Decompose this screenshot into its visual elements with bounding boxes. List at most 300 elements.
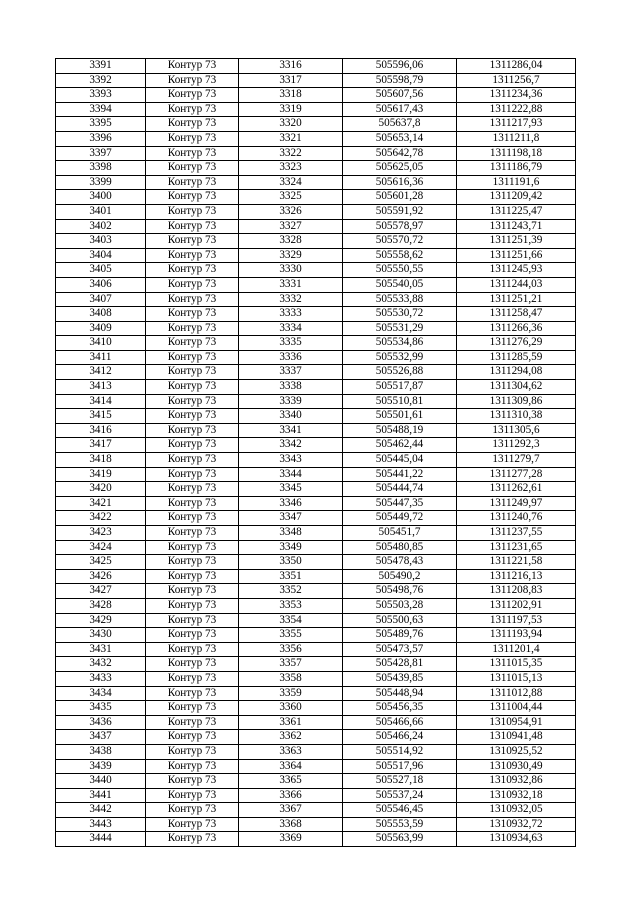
cell-coordinate-x: 505439,85 <box>343 671 457 686</box>
cell-coordinate-y: 1311292,3 <box>457 438 576 453</box>
table-row <box>56 248 576 263</box>
cell-coordinate-x: 505531,29 <box>343 321 457 336</box>
cell-coordinate-y: 1311211,8 <box>457 131 576 146</box>
cell-coordinate-x: 505503,28 <box>343 598 457 613</box>
cell-vertex-number: 3363 <box>239 744 343 759</box>
cell-coordinate-y: 1311209,42 <box>457 190 576 205</box>
cell-coordinate-y: 1310930,49 <box>457 759 576 774</box>
cell-coordinate-y: 1311216,13 <box>457 569 576 584</box>
cell-vertex-number: 3338 <box>239 380 343 395</box>
cell-coordinate-y: 1311309,86 <box>457 394 576 409</box>
cell-point-number: 3406 <box>56 277 146 292</box>
cell-point-number: 3393 <box>56 88 146 103</box>
cell-contour-name: Контур 73 <box>146 569 239 584</box>
cell-point-number: 3405 <box>56 263 146 278</box>
cell-vertex-number: 3316 <box>239 59 343 74</box>
table-row <box>56 365 576 380</box>
cell-vertex-number: 3346 <box>239 496 343 511</box>
cell-coordinate-x: 505532,99 <box>343 350 457 365</box>
table-row <box>56 409 576 424</box>
cell-vertex-number: 3352 <box>239 584 343 599</box>
cell-coordinate-x: 505526,88 <box>343 365 457 380</box>
cell-contour-name: Контур 73 <box>146 540 239 555</box>
cell-vertex-number: 3320 <box>239 117 343 132</box>
cell-point-number: 3416 <box>56 423 146 438</box>
cell-vertex-number: 3325 <box>239 190 343 205</box>
cell-coordinate-y: 1310941,48 <box>457 730 576 745</box>
table-row <box>56 277 576 292</box>
cell-coordinate-y: 1311251,66 <box>457 248 576 263</box>
cell-point-number: 3401 <box>56 204 146 219</box>
table-row <box>56 628 576 643</box>
cell-coordinate-x: 505537,24 <box>343 788 457 803</box>
table-row <box>56 657 576 672</box>
cell-point-number: 3412 <box>56 365 146 380</box>
cell-contour-name: Контур 73 <box>146 117 239 132</box>
table-row <box>56 526 576 541</box>
cell-coordinate-x: 505540,05 <box>343 277 457 292</box>
cell-coordinate-x: 505563,99 <box>343 832 457 847</box>
cell-point-number: 3415 <box>56 409 146 424</box>
cell-coordinate-y: 1311201,4 <box>457 642 576 657</box>
cell-vertex-number: 3349 <box>239 540 343 555</box>
cell-vertex-number: 3335 <box>239 336 343 351</box>
cell-contour-name: Контур 73 <box>146 73 239 88</box>
cell-vertex-number: 3358 <box>239 671 343 686</box>
cell-coordinate-y: 1311234,36 <box>457 88 576 103</box>
cell-coordinate-y: 1311262,61 <box>457 482 576 497</box>
cell-vertex-number: 3366 <box>239 788 343 803</box>
cell-coordinate-y: 1311198,18 <box>457 146 576 161</box>
cell-point-number: 3429 <box>56 613 146 628</box>
cell-vertex-number: 3342 <box>239 438 343 453</box>
cell-coordinate-y: 1310925,52 <box>457 744 576 759</box>
cell-point-number: 3427 <box>56 584 146 599</box>
cell-vertex-number: 3329 <box>239 248 343 263</box>
cell-contour-name: Контур 73 <box>146 686 239 701</box>
cell-contour-name: Контур 73 <box>146 336 239 351</box>
cell-vertex-number: 3332 <box>239 292 343 307</box>
cell-coordinate-y: 1311193,94 <box>457 628 576 643</box>
cell-point-number: 3434 <box>56 686 146 701</box>
cell-coordinate-y: 1311286,04 <box>457 59 576 74</box>
cell-point-number: 3438 <box>56 744 146 759</box>
cell-point-number: 3435 <box>56 701 146 716</box>
cell-point-number: 3418 <box>56 453 146 468</box>
cell-point-number: 3403 <box>56 234 146 249</box>
cell-contour-name: Контур 73 <box>146 759 239 774</box>
cell-coordinate-x: 505501,61 <box>343 409 457 424</box>
table-row <box>56 555 576 570</box>
cell-contour-name: Контур 73 <box>146 701 239 716</box>
cell-coordinate-x: 505473,57 <box>343 642 457 657</box>
table-row <box>56 336 576 351</box>
cell-vertex-number: 3362 <box>239 730 343 745</box>
cell-point-number: 3413 <box>56 380 146 395</box>
cell-vertex-number: 3317 <box>239 73 343 88</box>
cell-point-number: 3439 <box>56 759 146 774</box>
table-row <box>56 788 576 803</box>
table-row <box>56 190 576 205</box>
table-row <box>56 540 576 555</box>
coordinates-table-body <box>56 59 576 847</box>
cell-vertex-number: 3334 <box>239 321 343 336</box>
cell-contour-name: Контур 73 <box>146 102 239 117</box>
cell-contour-name: Контур 73 <box>146 526 239 541</box>
cell-vertex-number: 3322 <box>239 146 343 161</box>
cell-contour-name: Контур 73 <box>146 234 239 249</box>
table-row <box>56 642 576 657</box>
cell-contour-name: Контур 73 <box>146 423 239 438</box>
cell-coordinate-y: 1311294,08 <box>457 365 576 380</box>
cell-point-number: 3442 <box>56 803 146 818</box>
cell-point-number: 3432 <box>56 657 146 672</box>
cell-coordinate-y: 1311243,71 <box>457 219 576 234</box>
cell-contour-name: Контур 73 <box>146 146 239 161</box>
cell-contour-name: Контур 73 <box>146 774 239 789</box>
table-row <box>56 613 576 628</box>
cell-point-number: 3395 <box>56 117 146 132</box>
cell-coordinate-x: 505517,87 <box>343 380 457 395</box>
cell-vertex-number: 3364 <box>239 759 343 774</box>
cell-contour-name: Контур 73 <box>146 496 239 511</box>
cell-coordinate-x: 505456,35 <box>343 701 457 716</box>
cell-coordinate-x: 505601,28 <box>343 190 457 205</box>
cell-coordinate-y: 1311231,65 <box>457 540 576 555</box>
cell-point-number: 3414 <box>56 394 146 409</box>
cell-coordinate-y: 1311276,29 <box>457 336 576 351</box>
cell-contour-name: Контур 73 <box>146 292 239 307</box>
cell-coordinate-x: 505578,97 <box>343 219 457 234</box>
cell-vertex-number: 3350 <box>239 555 343 570</box>
cell-contour-name: Контур 73 <box>146 219 239 234</box>
cell-coordinate-y: 1311258,47 <box>457 307 576 322</box>
cell-point-number: 3394 <box>56 102 146 117</box>
table-row <box>56 803 576 818</box>
cell-vertex-number: 3323 <box>239 161 343 176</box>
table-row <box>56 467 576 482</box>
table-row <box>56 117 576 132</box>
table-row <box>56 350 576 365</box>
cell-point-number: 3410 <box>56 336 146 351</box>
cell-contour-name: Контур 73 <box>146 263 239 278</box>
cell-point-number: 3431 <box>56 642 146 657</box>
cell-contour-name: Контур 73 <box>146 277 239 292</box>
cell-point-number: 3398 <box>56 161 146 176</box>
table-row <box>56 701 576 716</box>
cell-coordinate-x: 505489,76 <box>343 628 457 643</box>
cell-contour-name: Контур 73 <box>146 190 239 205</box>
cell-coordinate-y: 1310932,05 <box>457 803 576 818</box>
cell-point-number: 3433 <box>56 671 146 686</box>
table-row <box>56 496 576 511</box>
cell-coordinate-y: 1311277,28 <box>457 467 576 482</box>
cell-point-number: 3396 <box>56 131 146 146</box>
table-row <box>56 759 576 774</box>
cell-vertex-number: 3340 <box>239 409 343 424</box>
table-row <box>56 88 576 103</box>
cell-coordinate-x: 505444,74 <box>343 482 457 497</box>
cell-coordinate-y: 1311251,21 <box>457 292 576 307</box>
table-row <box>56 598 576 613</box>
cell-point-number: 3400 <box>56 190 146 205</box>
cell-coordinate-x: 505617,43 <box>343 102 457 117</box>
cell-coordinate-x: 505596,06 <box>343 59 457 74</box>
cell-coordinate-x: 505616,36 <box>343 175 457 190</box>
cell-coordinate-y: 1311217,93 <box>457 117 576 132</box>
cell-contour-name: Контур 73 <box>146 730 239 745</box>
cell-coordinate-y: 1311256,7 <box>457 73 576 88</box>
cell-coordinate-y: 1311266,36 <box>457 321 576 336</box>
cell-contour-name: Контур 73 <box>146 642 239 657</box>
cell-vertex-number: 3365 <box>239 774 343 789</box>
cell-contour-name: Контур 73 <box>146 744 239 759</box>
cell-vertex-number: 3328 <box>239 234 343 249</box>
cell-contour-name: Контур 73 <box>146 59 239 74</box>
cell-contour-name: Контур 73 <box>146 511 239 526</box>
table-row <box>56 234 576 249</box>
table-row <box>56 584 576 599</box>
table-row <box>56 774 576 789</box>
cell-coordinate-y: 1311251,39 <box>457 234 576 249</box>
cell-contour-name: Контур 73 <box>146 803 239 818</box>
cell-coordinate-x: 505428,81 <box>343 657 457 672</box>
cell-point-number: 3440 <box>56 774 146 789</box>
cell-vertex-number: 3357 <box>239 657 343 672</box>
table-row <box>56 671 576 686</box>
cell-vertex-number: 3348 <box>239 526 343 541</box>
cell-contour-name: Контур 73 <box>146 628 239 643</box>
cell-coordinate-y: 1311015,35 <box>457 657 576 672</box>
cell-contour-name: Контур 73 <box>146 715 239 730</box>
cell-point-number: 3423 <box>56 526 146 541</box>
table-row <box>56 380 576 395</box>
cell-vertex-number: 3360 <box>239 701 343 716</box>
cell-contour-name: Контур 73 <box>146 365 239 380</box>
table-row <box>56 73 576 88</box>
table-row <box>56 832 576 847</box>
cell-contour-name: Контур 73 <box>146 131 239 146</box>
cell-point-number: 3424 <box>56 540 146 555</box>
cell-point-number: 3422 <box>56 511 146 526</box>
table-row <box>56 321 576 336</box>
cell-point-number: 3409 <box>56 321 146 336</box>
table-row <box>56 292 576 307</box>
cell-contour-name: Контур 73 <box>146 248 239 263</box>
table-row <box>56 715 576 730</box>
table-row <box>56 263 576 278</box>
cell-coordinate-y: 1310932,86 <box>457 774 576 789</box>
cell-coordinate-x: 505527,18 <box>343 774 457 789</box>
cell-point-number: 3391 <box>56 59 146 74</box>
cell-point-number: 3408 <box>56 307 146 322</box>
cell-contour-name: Контур 73 <box>146 438 239 453</box>
cell-coordinate-x: 505480,85 <box>343 540 457 555</box>
table-row <box>56 817 576 832</box>
cell-vertex-number: 3318 <box>239 88 343 103</box>
table-row <box>56 204 576 219</box>
cell-point-number: 3407 <box>56 292 146 307</box>
table-row <box>56 131 576 146</box>
cell-coordinate-x: 505550,55 <box>343 263 457 278</box>
cell-coordinate-x: 505625,05 <box>343 161 457 176</box>
cell-coordinate-y: 1311191,6 <box>457 175 576 190</box>
table-row <box>56 686 576 701</box>
cell-vertex-number: 3351 <box>239 569 343 584</box>
cell-coordinate-x: 505534,86 <box>343 336 457 351</box>
cell-coordinate-y: 1310954,91 <box>457 715 576 730</box>
cell-vertex-number: 3347 <box>239 511 343 526</box>
cell-coordinate-x: 505448,94 <box>343 686 457 701</box>
cell-coordinate-x: 505517,96 <box>343 759 457 774</box>
cell-coordinate-x: 505449,72 <box>343 511 457 526</box>
cell-coordinate-x: 505653,14 <box>343 131 457 146</box>
cell-coordinate-y: 1311004,44 <box>457 701 576 716</box>
table-row <box>56 59 576 74</box>
cell-vertex-number: 3361 <box>239 715 343 730</box>
cell-coordinate-y: 1311012,88 <box>457 686 576 701</box>
cell-point-number: 3421 <box>56 496 146 511</box>
cell-contour-name: Контур 73 <box>146 307 239 322</box>
cell-point-number: 3436 <box>56 715 146 730</box>
cell-contour-name: Контур 73 <box>146 350 239 365</box>
cell-coordinate-y: 1311305,6 <box>457 423 576 438</box>
cell-point-number: 3437 <box>56 730 146 745</box>
table-row <box>56 161 576 176</box>
cell-vertex-number: 3359 <box>239 686 343 701</box>
cell-coordinate-x: 505441,22 <box>343 467 457 482</box>
cell-point-number: 3417 <box>56 438 146 453</box>
table-row <box>56 175 576 190</box>
cell-point-number: 3420 <box>56 482 146 497</box>
cell-vertex-number: 3326 <box>239 204 343 219</box>
cell-coordinate-y: 1311279,7 <box>457 453 576 468</box>
cell-vertex-number: 3368 <box>239 817 343 832</box>
cell-coordinate-x: 505642,78 <box>343 146 457 161</box>
table-row <box>56 394 576 409</box>
cell-point-number: 3430 <box>56 628 146 643</box>
cell-coordinate-x: 505478,43 <box>343 555 457 570</box>
cell-point-number: 3444 <box>56 832 146 847</box>
cell-contour-name: Контур 73 <box>146 598 239 613</box>
cell-vertex-number: 3369 <box>239 832 343 847</box>
cell-vertex-number: 3341 <box>239 423 343 438</box>
cell-vertex-number: 3339 <box>239 394 343 409</box>
cell-coordinate-y: 1310932,18 <box>457 788 576 803</box>
cell-coordinate-y: 1311240,76 <box>457 511 576 526</box>
cell-coordinate-x: 505451,7 <box>343 526 457 541</box>
cell-contour-name: Контур 73 <box>146 453 239 468</box>
cell-contour-name: Контур 73 <box>146 788 239 803</box>
cell-coordinate-y: 1311244,03 <box>457 277 576 292</box>
cell-point-number: 3426 <box>56 569 146 584</box>
cell-vertex-number: 3330 <box>239 263 343 278</box>
table-row <box>56 453 576 468</box>
cell-vertex-number: 3355 <box>239 628 343 643</box>
table-row <box>56 219 576 234</box>
table-row <box>56 744 576 759</box>
cell-contour-name: Контур 73 <box>146 613 239 628</box>
cell-coordinate-x: 505447,35 <box>343 496 457 511</box>
cell-vertex-number: 3343 <box>239 453 343 468</box>
cell-contour-name: Контур 73 <box>146 467 239 482</box>
cell-point-number: 3399 <box>56 175 146 190</box>
cell-contour-name: Контур 73 <box>146 88 239 103</box>
cell-contour-name: Контур 73 <box>146 175 239 190</box>
cell-point-number: 3443 <box>56 817 146 832</box>
cell-coordinate-x: 505530,72 <box>343 307 457 322</box>
cell-coordinate-x: 505533,88 <box>343 292 457 307</box>
cell-coordinate-y: 1311304,62 <box>457 380 576 395</box>
cell-contour-name: Контур 73 <box>146 817 239 832</box>
cell-contour-name: Контур 73 <box>146 482 239 497</box>
cell-point-number: 3419 <box>56 467 146 482</box>
cell-coordinate-y: 1310934,63 <box>457 832 576 847</box>
cell-vertex-number: 3327 <box>239 219 343 234</box>
cell-coordinate-x: 505637,8 <box>343 117 457 132</box>
cell-coordinate-x: 505514,92 <box>343 744 457 759</box>
cell-vertex-number: 3319 <box>239 102 343 117</box>
cell-point-number: 3397 <box>56 146 146 161</box>
table-row <box>56 146 576 161</box>
cell-coordinate-x: 505490,2 <box>343 569 457 584</box>
cell-point-number: 3411 <box>56 350 146 365</box>
cell-vertex-number: 3337 <box>239 365 343 380</box>
cell-point-number: 3402 <box>56 219 146 234</box>
cell-coordinate-y: 1311310,38 <box>457 409 576 424</box>
cell-coordinate-x: 505498,76 <box>343 584 457 599</box>
cell-coordinate-x: 505546,45 <box>343 803 457 818</box>
cell-coordinate-y: 1311186,79 <box>457 161 576 176</box>
cell-coordinate-x: 505466,24 <box>343 730 457 745</box>
cell-point-number: 3425 <box>56 555 146 570</box>
cell-coordinate-x: 505553,59 <box>343 817 457 832</box>
cell-coordinate-y: 1311222,88 <box>457 102 576 117</box>
cell-coordinate-y: 1311225,47 <box>457 204 576 219</box>
table-row <box>56 423 576 438</box>
cell-vertex-number: 3321 <box>239 131 343 146</box>
cell-vertex-number: 3333 <box>239 307 343 322</box>
cell-contour-name: Контур 73 <box>146 394 239 409</box>
cell-coordinate-y: 1311197,53 <box>457 613 576 628</box>
cell-contour-name: Контур 73 <box>146 380 239 395</box>
cell-coordinate-x: 505500,63 <box>343 613 457 628</box>
cell-coordinate-y: 1311202,91 <box>457 598 576 613</box>
cell-coordinate-y: 1311015,13 <box>457 671 576 686</box>
table-row <box>56 730 576 745</box>
cell-coordinate-y: 1311208,83 <box>457 584 576 599</box>
cell-coordinate-y: 1310932,72 <box>457 817 576 832</box>
cell-vertex-number: 3353 <box>239 598 343 613</box>
cell-contour-name: Контур 73 <box>146 409 239 424</box>
cell-coordinate-x: 505466,66 <box>343 715 457 730</box>
cell-contour-name: Контур 73 <box>146 161 239 176</box>
cell-point-number: 3404 <box>56 248 146 263</box>
coordinates-table <box>55 58 576 847</box>
cell-vertex-number: 3324 <box>239 175 343 190</box>
table-row <box>56 511 576 526</box>
cell-coordinate-x: 505510,81 <box>343 394 457 409</box>
cell-coordinate-x: 505607,56 <box>343 88 457 103</box>
cell-coordinate-y: 1311237,55 <box>457 526 576 541</box>
cell-coordinate-x: 505570,72 <box>343 234 457 249</box>
cell-contour-name: Контур 73 <box>146 204 239 219</box>
cell-vertex-number: 3344 <box>239 467 343 482</box>
cell-point-number: 3392 <box>56 73 146 88</box>
cell-vertex-number: 3356 <box>239 642 343 657</box>
cell-contour-name: Контур 73 <box>146 832 239 847</box>
cell-contour-name: Контур 73 <box>146 671 239 686</box>
